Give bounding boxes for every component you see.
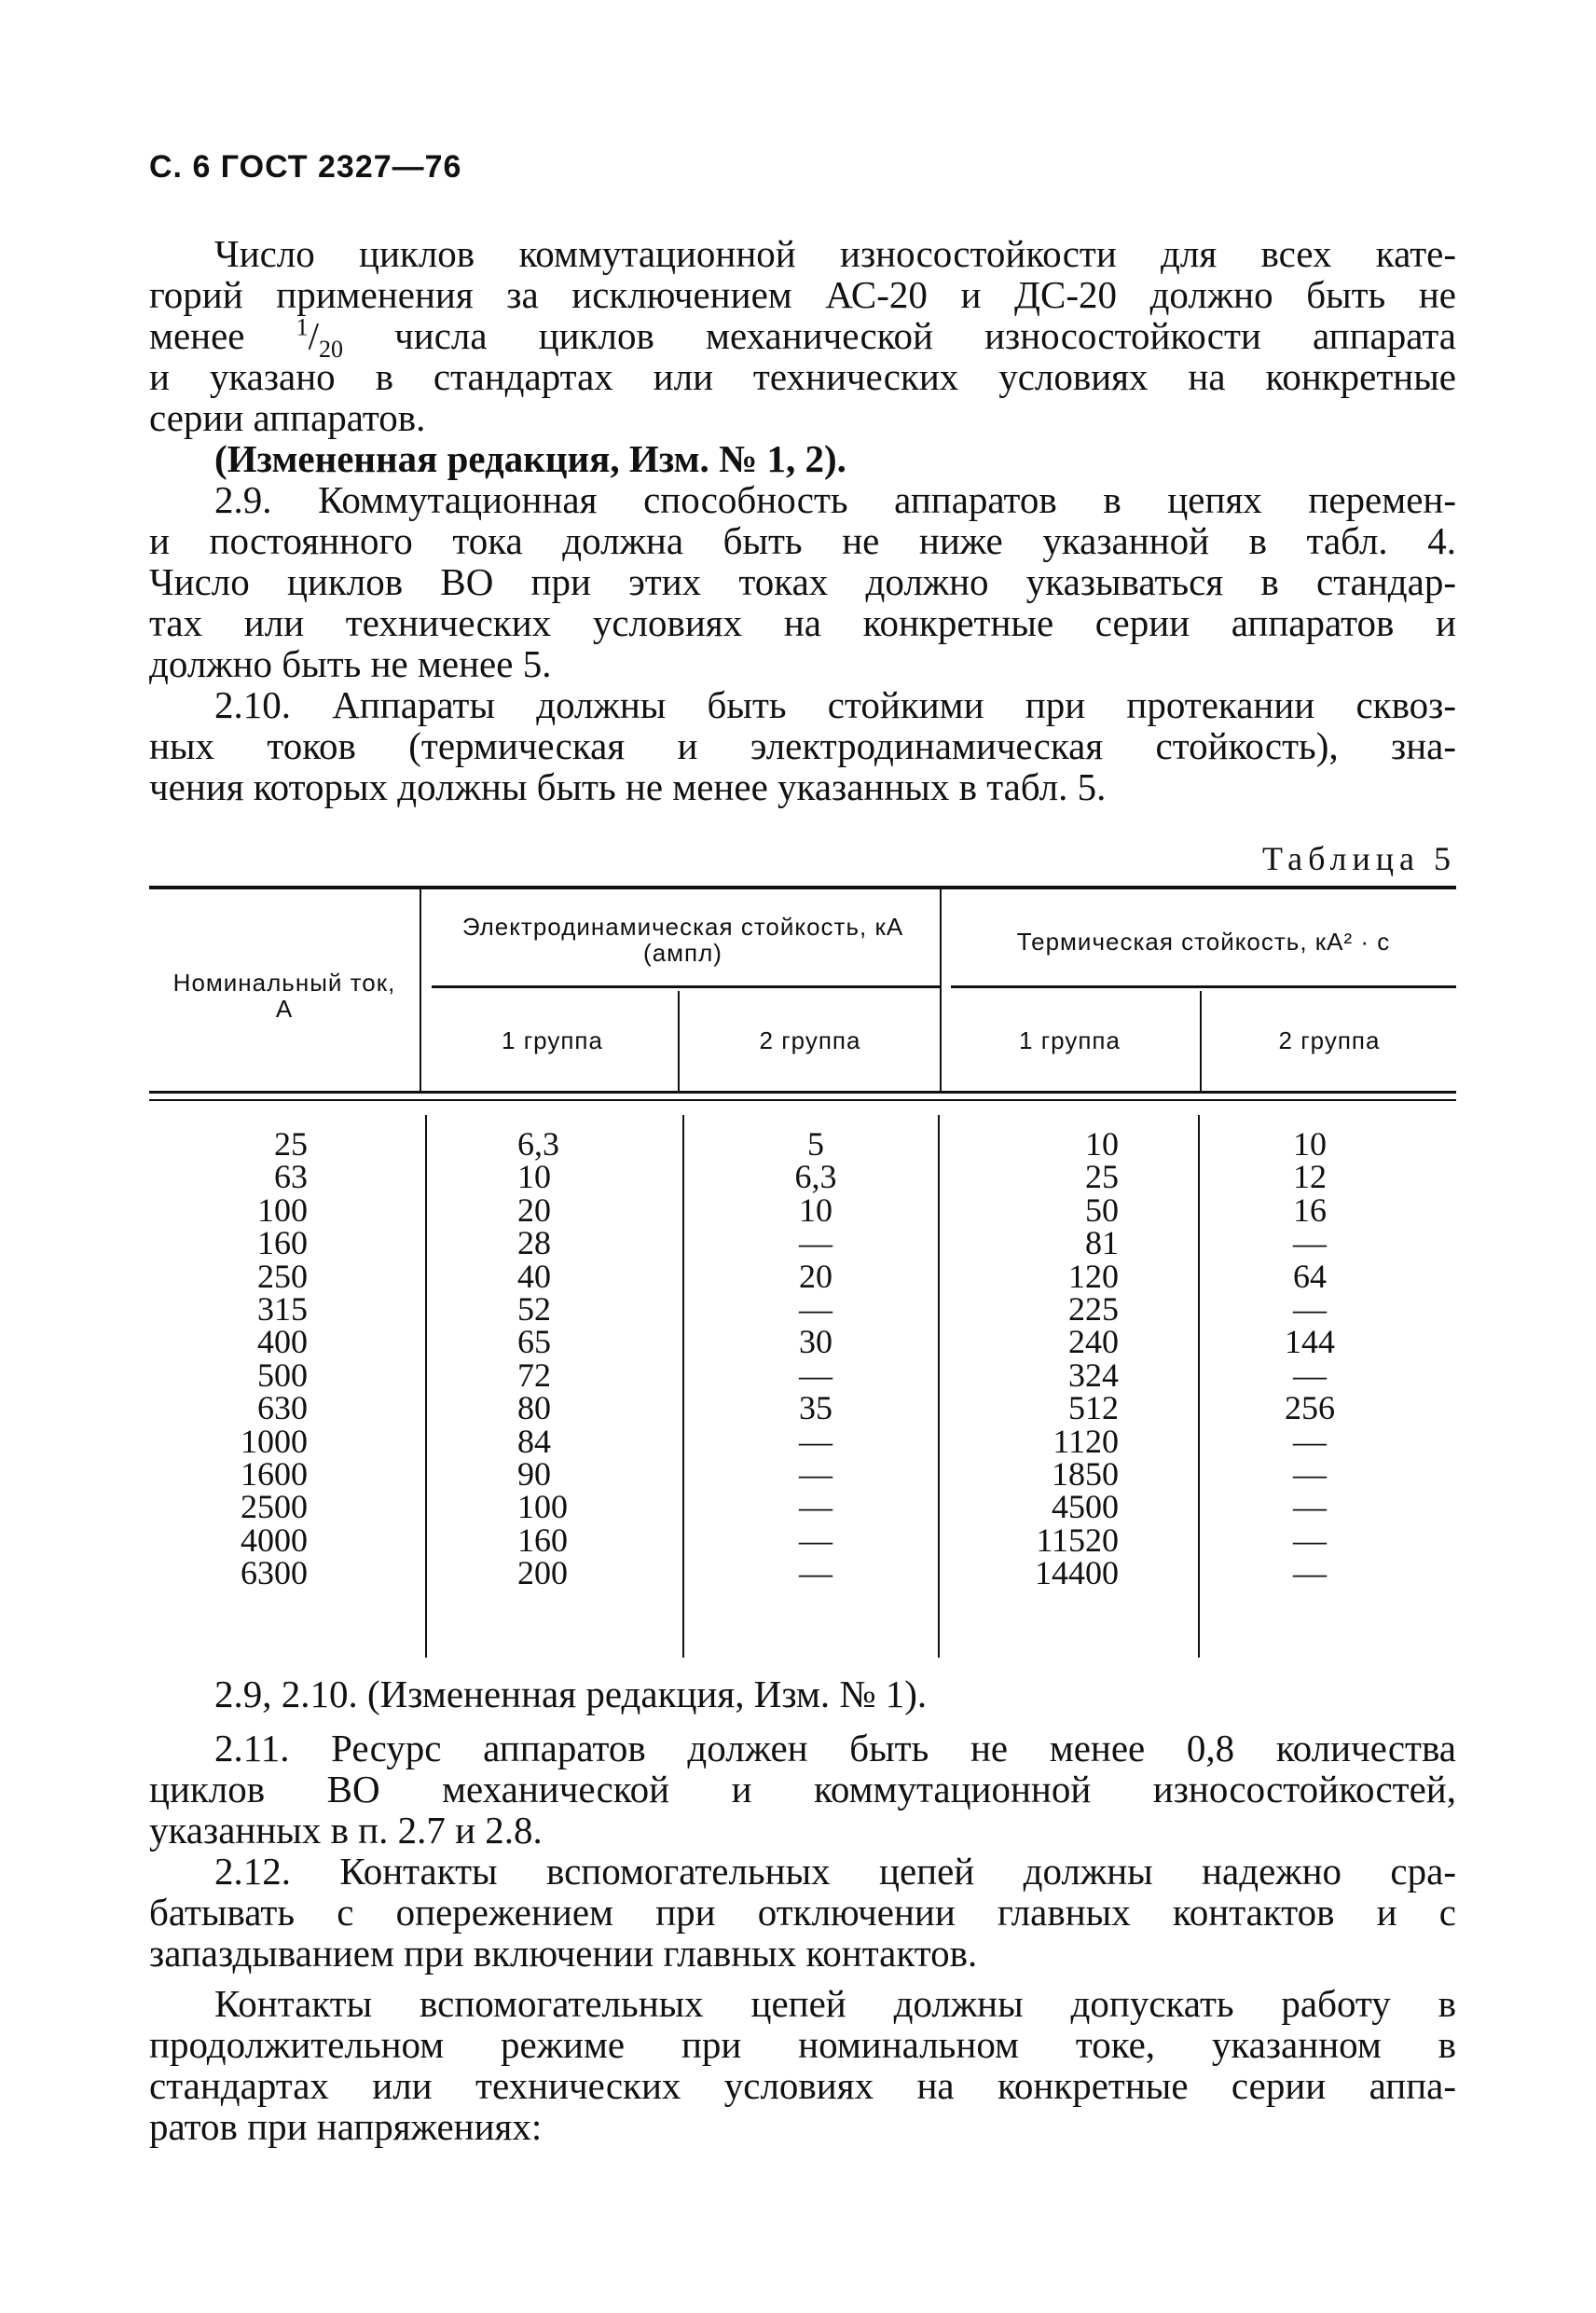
- table-cell: 200: [517, 1554, 568, 1592]
- table-caption: Таблица 5: [1262, 840, 1456, 877]
- table-cell: 20: [517, 1191, 551, 1229]
- table-cell: 1850: [1052, 1454, 1119, 1493]
- table-cell: —: [799, 1454, 832, 1493]
- table-cell: 81: [1085, 1224, 1119, 1262]
- table-cell: —: [1293, 1488, 1327, 1526]
- text-line-fraction: [149, 313, 1456, 364]
- table-cell: 144: [1285, 1323, 1335, 1361]
- table-cell: 28: [517, 1224, 551, 1262]
- table-cell: 6,3: [517, 1125, 559, 1163]
- table-cell: 25: [274, 1125, 308, 1163]
- text-line: 2.9. Коммутационная способность аппаратов в цепях перемен-: [214, 478, 1456, 521]
- table-cell: 10: [1293, 1125, 1327, 1163]
- column-divider: [420, 886, 421, 1091]
- column-divider: [938, 1115, 940, 1658]
- table-cell: 90: [517, 1454, 551, 1493]
- table-cell: —: [799, 1521, 832, 1559]
- table-cell: 100: [257, 1191, 308, 1229]
- table-cell: 250: [257, 1257, 308, 1295]
- table-cell: —: [1293, 1422, 1327, 1460]
- table-cell: 120: [1068, 1257, 1119, 1295]
- column-electrodynamic-group-1: [517, 1125, 620, 1592]
- header-group-1: 1 группа: [502, 1026, 603, 1054]
- amendment-note-text: 2.9, 2.10. (Измененная редакция, Изм. № 1).: [214, 1673, 928, 1715]
- table-cell: 1120: [1053, 1422, 1119, 1460]
- column-divider: [1200, 991, 1202, 1091]
- text-line: и постоянного тока должна быть не ниже указанной в табл. 4.: [149, 519, 1456, 562]
- column-divider: [678, 991, 680, 1091]
- table-cell: 500: [257, 1356, 308, 1394]
- fraction-denominator: 20: [319, 336, 344, 364]
- table-cell: 80: [517, 1389, 551, 1427]
- table-cell: —: [799, 1356, 832, 1394]
- table-cell: 225: [1068, 1289, 1119, 1328]
- table-cell: 240: [1068, 1323, 1119, 1361]
- table-cell: 12: [1293, 1158, 1327, 1196]
- amendment-note: [149, 1673, 1456, 1714]
- header-bottom-rule: [149, 1099, 1456, 1101]
- text-block-top: [149, 233, 1456, 807]
- text-line: циклов ВО механической и коммутационной износостойкостей,: [149, 1768, 1456, 1810]
- text-line: продолжительном режиме при номинальном токе, указанном в: [149, 2023, 1456, 2066]
- column-divider: [425, 1115, 427, 1658]
- column-thermal-group-1: [988, 1125, 1119, 1592]
- amendment-note: (Измененная редакция, Изм. № 1, 2).: [214, 437, 846, 480]
- text-fragment: числа циклов механической износостойкости аппарата: [343, 314, 1456, 357]
- table-cell: 6,3: [794, 1158, 837, 1196]
- column-divider: [682, 1115, 684, 1658]
- header-group-1: 1 группа: [1019, 1026, 1121, 1054]
- text-line: запаздыванием при включении главных контактов.: [149, 1932, 978, 1975]
- table-cell: 256: [1285, 1389, 1335, 1427]
- table-cell: 64: [1293, 1257, 1327, 1295]
- table-cell: 14400: [1035, 1554, 1119, 1592]
- text-line: 2.11. Ресурс аппаратов должен быть не менее 0,8 количества: [214, 1727, 1456, 1769]
- table-5: [149, 886, 1456, 1659]
- text-line: чения которых должны быть не менее указанных в табл. 5.: [149, 765, 1107, 808]
- table-cell: 6300: [241, 1554, 308, 1592]
- text-block-bottom: [149, 1673, 1456, 2147]
- table-cell: 2500: [241, 1488, 308, 1526]
- table-cell: 84: [517, 1422, 551, 1460]
- table-cell: —: [799, 1422, 832, 1460]
- text-line: горий применения за исключением АС-20 и ДС-20 должно быть не: [149, 273, 1456, 316]
- text-line: стандартах или технических условиях на конкретные серии аппа-: [149, 2064, 1456, 2107]
- table-cell: 35: [799, 1389, 832, 1427]
- table-cell: —: [799, 1488, 832, 1526]
- table-cell: 4000: [241, 1521, 308, 1559]
- table-cell: 40: [517, 1257, 551, 1295]
- table-cell: —: [1293, 1356, 1327, 1394]
- table-cell: —: [1293, 1454, 1327, 1493]
- table-cell: 20: [799, 1257, 832, 1295]
- text-line: ных токов (термическая и электродинамическая стойкость), зна-: [149, 724, 1456, 767]
- table-cell: 630: [257, 1389, 308, 1427]
- text-line: серии аппаратов.: [149, 396, 426, 439]
- text-line: Число циклов ВО при этих токах должно указываться в стандар-: [149, 560, 1456, 603]
- table-cell: 160: [517, 1521, 568, 1559]
- table-cell: —: [1293, 1521, 1327, 1559]
- table-cell: 4500: [1052, 1488, 1119, 1526]
- column-electrodynamic-group-2: [746, 1125, 886, 1592]
- header-bottom-rule: [149, 1091, 1456, 1094]
- header-rated-current: Номинальный ток, А: [172, 969, 396, 1023]
- column-rated-current: [205, 1125, 308, 1592]
- table-cell: 1600: [241, 1454, 308, 1493]
- column-divider: [1198, 1115, 1200, 1658]
- text-line: указанных в п. 2.7 и 2.8.: [149, 1809, 543, 1852]
- table-cell: 10: [1085, 1125, 1119, 1163]
- table-cell: 400: [257, 1323, 308, 1361]
- table-cell: 324: [1068, 1356, 1119, 1394]
- column-divider: [940, 886, 942, 1091]
- text-line: Число циклов коммутационной износостойкости для всех кате-: [214, 232, 1456, 275]
- table-cell: 5: [807, 1125, 824, 1163]
- header-group-2: 2 группа: [759, 1026, 861, 1054]
- table-cell: —: [799, 1224, 832, 1262]
- text-line: и указано в стандартах или технических условиях на конкретные: [149, 355, 1456, 398]
- table-cell: 10: [799, 1191, 832, 1229]
- header-electrodynamic: Электродинамическая стойкость, кА (ампл): [461, 913, 904, 967]
- table-cell: 315: [257, 1289, 308, 1328]
- table-top-rule: [149, 886, 1456, 889]
- table-cell: —: [1293, 1554, 1327, 1592]
- table-cell: 65: [517, 1323, 551, 1361]
- table-cell: 72: [517, 1356, 551, 1394]
- text-line: Контакты вспомогательных цепей должны допускать работу в: [214, 1982, 1456, 2025]
- header-group-2: 2 группа: [1278, 1026, 1381, 1054]
- page-header: С. 6 ГОСТ 2327—76: [149, 149, 462, 185]
- text-line: 2.12. Контакты вспомогательных цепей должны надежно сра-: [214, 1850, 1456, 1893]
- table-cell: 100: [517, 1488, 568, 1526]
- header-thermal: Термическая стойкость, кА² · с: [1016, 928, 1391, 956]
- table-cell: 63: [274, 1158, 308, 1196]
- text-line: должно быть не менее 5.: [149, 642, 552, 685]
- table-cell: 512: [1068, 1389, 1119, 1427]
- spacer: [149, 1714, 1456, 1728]
- text-line: 2.10. Аппараты должны быть стойкими при протекании сквоз-: [214, 683, 1456, 726]
- fraction-slash: /: [308, 314, 320, 357]
- text-line: ратов при напряжениях:: [149, 2105, 543, 2148]
- column-thermal-group-2: [1249, 1125, 1370, 1592]
- table-cell: 25: [1085, 1158, 1119, 1196]
- table-cell: 1000: [241, 1422, 308, 1460]
- table-cell: 52: [517, 1289, 551, 1328]
- table-cell: —: [1293, 1224, 1327, 1262]
- table-cell: 30: [799, 1323, 832, 1361]
- table-cell: 10: [517, 1158, 551, 1196]
- text-fragment: менее: [149, 314, 296, 357]
- table-cell: —: [1293, 1289, 1327, 1328]
- table-cell: 160: [257, 1224, 308, 1262]
- table-cell: —: [799, 1554, 832, 1592]
- group-header-rule: [432, 985, 940, 988]
- table-cell: 50: [1085, 1191, 1119, 1229]
- text-line: батывать с опережением при отключении главных контактов и с: [149, 1891, 1456, 1934]
- table-cell: —: [799, 1289, 832, 1328]
- fraction-numerator: 1: [296, 313, 309, 341]
- text-line: тах или технических условиях на конкретные серии аппаратов и: [149, 601, 1456, 644]
- table-cell: 11520: [1036, 1521, 1119, 1559]
- group-header-rule: [951, 985, 1456, 988]
- table-cell: 16: [1293, 1191, 1327, 1229]
